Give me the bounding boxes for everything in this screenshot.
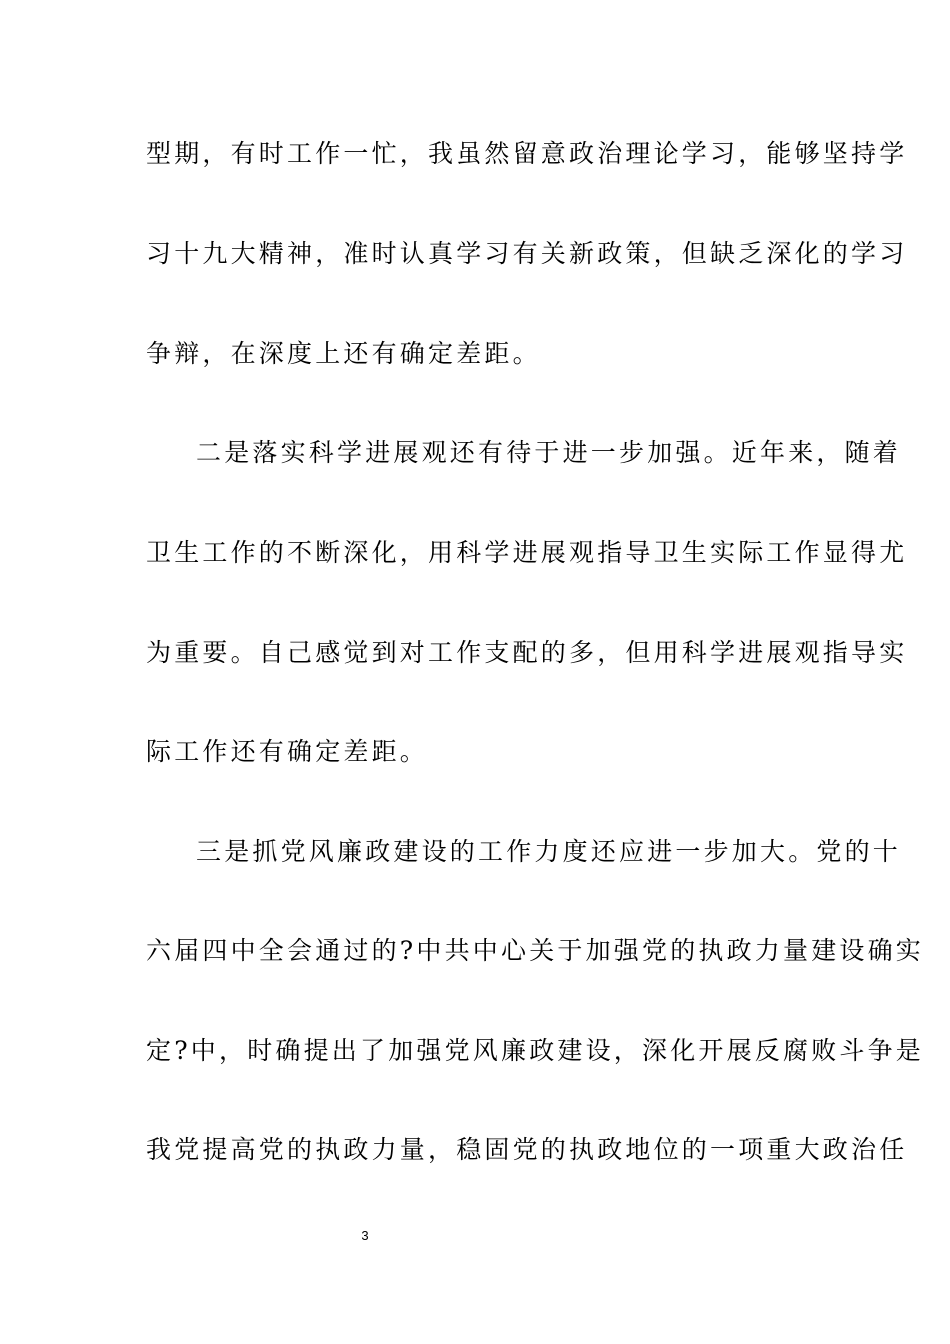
text-line: 习十九大精神，准时认真学习有关新政策，但缺乏深化的学习 bbox=[146, 239, 908, 268]
text-line: 定?中，时确提出了加强党风廉政建设，深化开展反腐败斗争是 bbox=[146, 1036, 925, 1065]
text-line: 卫生工作的不断深化，用科学进展观指导卫生实际工作显得尤 bbox=[146, 538, 908, 567]
text-line: 六届四中全会通过的?中共中心关于加强党的执政力量建设确实 bbox=[146, 936, 925, 965]
text-line: 际工作还有确定差距。 bbox=[146, 737, 429, 766]
text-line: 我党提高党的执政力量，稳固党的执政地位的一项重大政治任 bbox=[146, 1135, 908, 1164]
text-line: 争辩，在深度上还有确定差距。 bbox=[146, 339, 541, 368]
paragraph-start-line: 三是抓党风廉政建设的工作力度还应进一步加大。党的十 bbox=[196, 837, 902, 866]
paragraph-start-line: 二是落实科学进展观还有待于进一步加强。近年来，随着 bbox=[196, 438, 902, 467]
text-line: 为重要。自己感觉到对工作支配的多，但用科学进展观指导实 bbox=[146, 638, 908, 667]
text-line: 型期，有时工作一忙，我虽然留意政治理论学习，能够坚持学 bbox=[146, 139, 908, 168]
page-number: 3 bbox=[361, 1228, 369, 1243]
